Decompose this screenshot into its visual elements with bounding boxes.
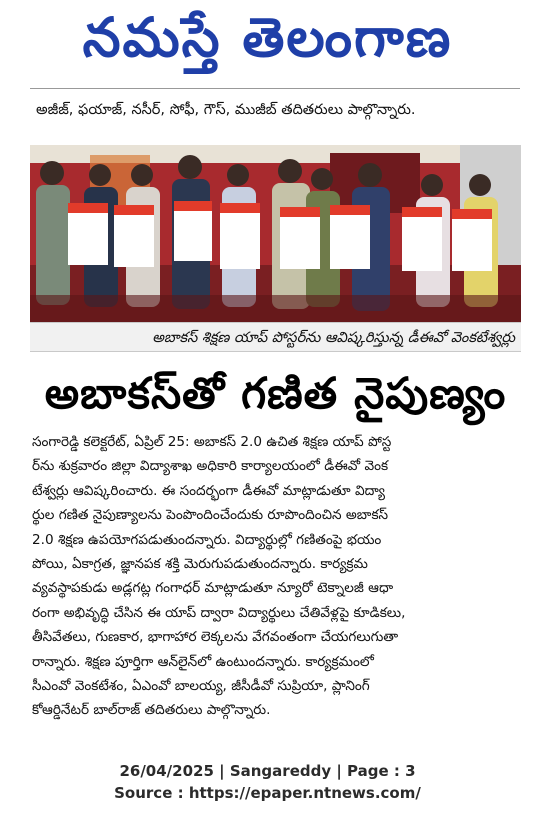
divider (30, 88, 520, 89)
body-line: తీసివేతలు, గుణకార, భాగాహార లెక్కలను వేగవంతంగా చేయగలుగుతా (32, 629, 399, 646)
footer-source-line: Source : https://epaper.ntnews.com/ (114, 784, 421, 802)
top-text-line: అజీజ్, ఫయాజ్, నసీర్, సోఫీ, గౌస్, ముజీబ్ తదితరులు పాల్గొన్నారు. (36, 102, 416, 118)
body-line: సీఎంవో వెంకటేశం, ఏఎంవో బాలయ్య, జీసీడీవో సుప్రియా, ప్లానింగ్ (32, 677, 370, 694)
body-line: కోఆర్డినేటర్ బాల్‌రాజ్ తదితరులు పాల్గొన్నారు. (32, 702, 271, 719)
news-photo (30, 145, 521, 323)
body-line: ర్థుల గణిత నైపుణ్యాలను పెంపొందించేందుకు రూపొందించిన అబాకస్ (32, 507, 389, 524)
footer-date-line: 26/04/2025 | Sangareddy | Page : 3 (119, 762, 416, 780)
masthead (0, 0, 535, 78)
body-line: టేశ్వర్లు ఆవిష్కరించారు. ఈ సందర్భంగా డీఈవో మాట్లాడుతూ విద్యా (32, 482, 385, 499)
body-line: రంగా అభివృద్ధి చేసిన ఈ యాప్ ద్వారా విద్యార్థులు చేతివేళ్లపై కూడికలు, (32, 604, 406, 621)
posters (68, 201, 492, 271)
body-line: 2.0 శిక్షణ ఉపయోగపడుతుందన్నారు. విద్యార్థుల్లో గణితంపై భయం (32, 531, 382, 548)
body-line: వ్యవస్థాపకుడు అడ్లగట్ల గంగాధర్ మాట్లాడుతూ న్యూరో టెక్నాలజీ ఆధా (32, 580, 394, 597)
footer (0, 760, 535, 804)
body-line: సంగారెడ్డి కలెక్టరేట్, ఏప్రిల్ 25: అబాకస్ 2.0 ఉచిత శిక్షణ యాప్ పోస్ట (32, 434, 392, 450)
headline: అబాకస్‌తో గణిత నైపుణ్యం (44, 369, 507, 419)
photo-illustration (30, 145, 521, 323)
photo-caption: అబాకస్ శిక్షణ యాప్ పోస్టర్‌ను ఆవిష్కరిస్తున్న డీఈవో వెంకటేశ్వర్లు (30, 322, 521, 352)
masthead-title: నమస్తే తెలంగాణ (82, 6, 453, 69)
body-line: రాన్నారు. శిక్షణ పూర్తిగా ఆన్‌లైన్‌లో ఉంటుందన్నారు. కార్యక్రమంలో (32, 653, 374, 670)
body-line: ర్‌ను శుక్రవారం జిల్లా విద్యాశాఖ అధికారి కార్యాలయంలో డీఈవో వెంక (32, 458, 389, 475)
body-line: పోయి, ఏకాగ్రత, జ్ఞానపక శక్తి మెరుగుపడుతుందన్నారు. కార్యక్రమ (32, 555, 368, 572)
article-body (32, 430, 520, 723)
